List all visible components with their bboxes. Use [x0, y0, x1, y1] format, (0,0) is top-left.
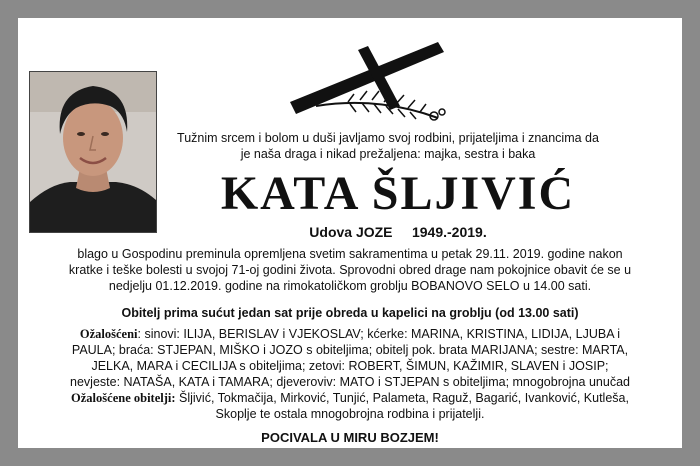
mourners-label: Ožalošćeni — [79, 327, 138, 341]
announcement-line-3: nedjelju 01.12.2019. godine na rimokatoličkom groblju BOBANOVO SELO u 14.00 sati. — [108, 279, 592, 293]
portrait-photo — [29, 71, 157, 233]
announcement-text — [36, 246, 664, 294]
mourners-list — [36, 326, 664, 422]
mourners-line-5: Šljivić, Tokmačija, Mirković, Tunjić, Palameta, Raguž, Bagarić, Ivanković, Kutleša, — [175, 391, 629, 405]
mourners-line-1: : sinovi: ILIJA, BERISLAV i VJEKOSLAV; kćerke: MARINA, KRISTINA, LIDIJA, LJUBA i — [137, 327, 621, 341]
intro-line-1: Tužnim srcem i bolom u duši javljamo svoj rodbini, prijateljima i znancima da — [177, 131, 599, 145]
intro-text — [148, 130, 628, 162]
closing-prayer: POCIVALA U MIRU BOZJEM! — [261, 430, 439, 445]
intro-line-2: je naša draga i nikad prežaljena: majka, sestra i baka — [240, 147, 536, 161]
mourners-line-6: Skoplje te ostala mnogobrojna rodbina i prijatelji. — [215, 407, 485, 421]
announcement-line-1: blago u Gospodinu preminula opremljena svetim sakramentima u petak 29.11. 2019. godine nakon — [77, 247, 623, 261]
deceased-name: KATA ŠLJIVIĆ — [220, 167, 576, 220]
obituary-card — [18, 18, 682, 448]
condolence-notice: Obitelj prima sućut jedan sat prije obreda u kapelici na groblju (od 13.00 sati) — [121, 306, 579, 320]
mourners-line-3: JELKA, MARA i CECILIJA s obiteljima; zetovi: ROBERT, ŠIMUN, KAŽIMIR, SLAVEN i JOSIP; — [91, 359, 609, 373]
mourners-line-2: PAULA; braća: STJEPAN, MIŠKO i JOZO s obiteljima; obitelj pok. brata MARIJANA; sestre: MARTA, — [71, 343, 629, 357]
deceased-subtitle — [178, 224, 618, 240]
years-text: 1949.-2019. — [411, 224, 487, 240]
mourners-line-4: nevjeste: NATAŠA, KATA i TAMARA; djeveroviv: MATO i STJEPAN s obiteljima; mnogobrojna unučad — [70, 375, 630, 389]
relation-text: Udova JOZE — [309, 224, 393, 240]
cross-with-palm-icon — [288, 36, 458, 126]
families-label: Ožalošćene obitelji: — [71, 391, 176, 405]
announcement-line-2: kratke i teške bolesti u svojoj 71-oj godini života. Sprovodni obred drage nam pokojnice obavit će se u — [68, 263, 632, 277]
